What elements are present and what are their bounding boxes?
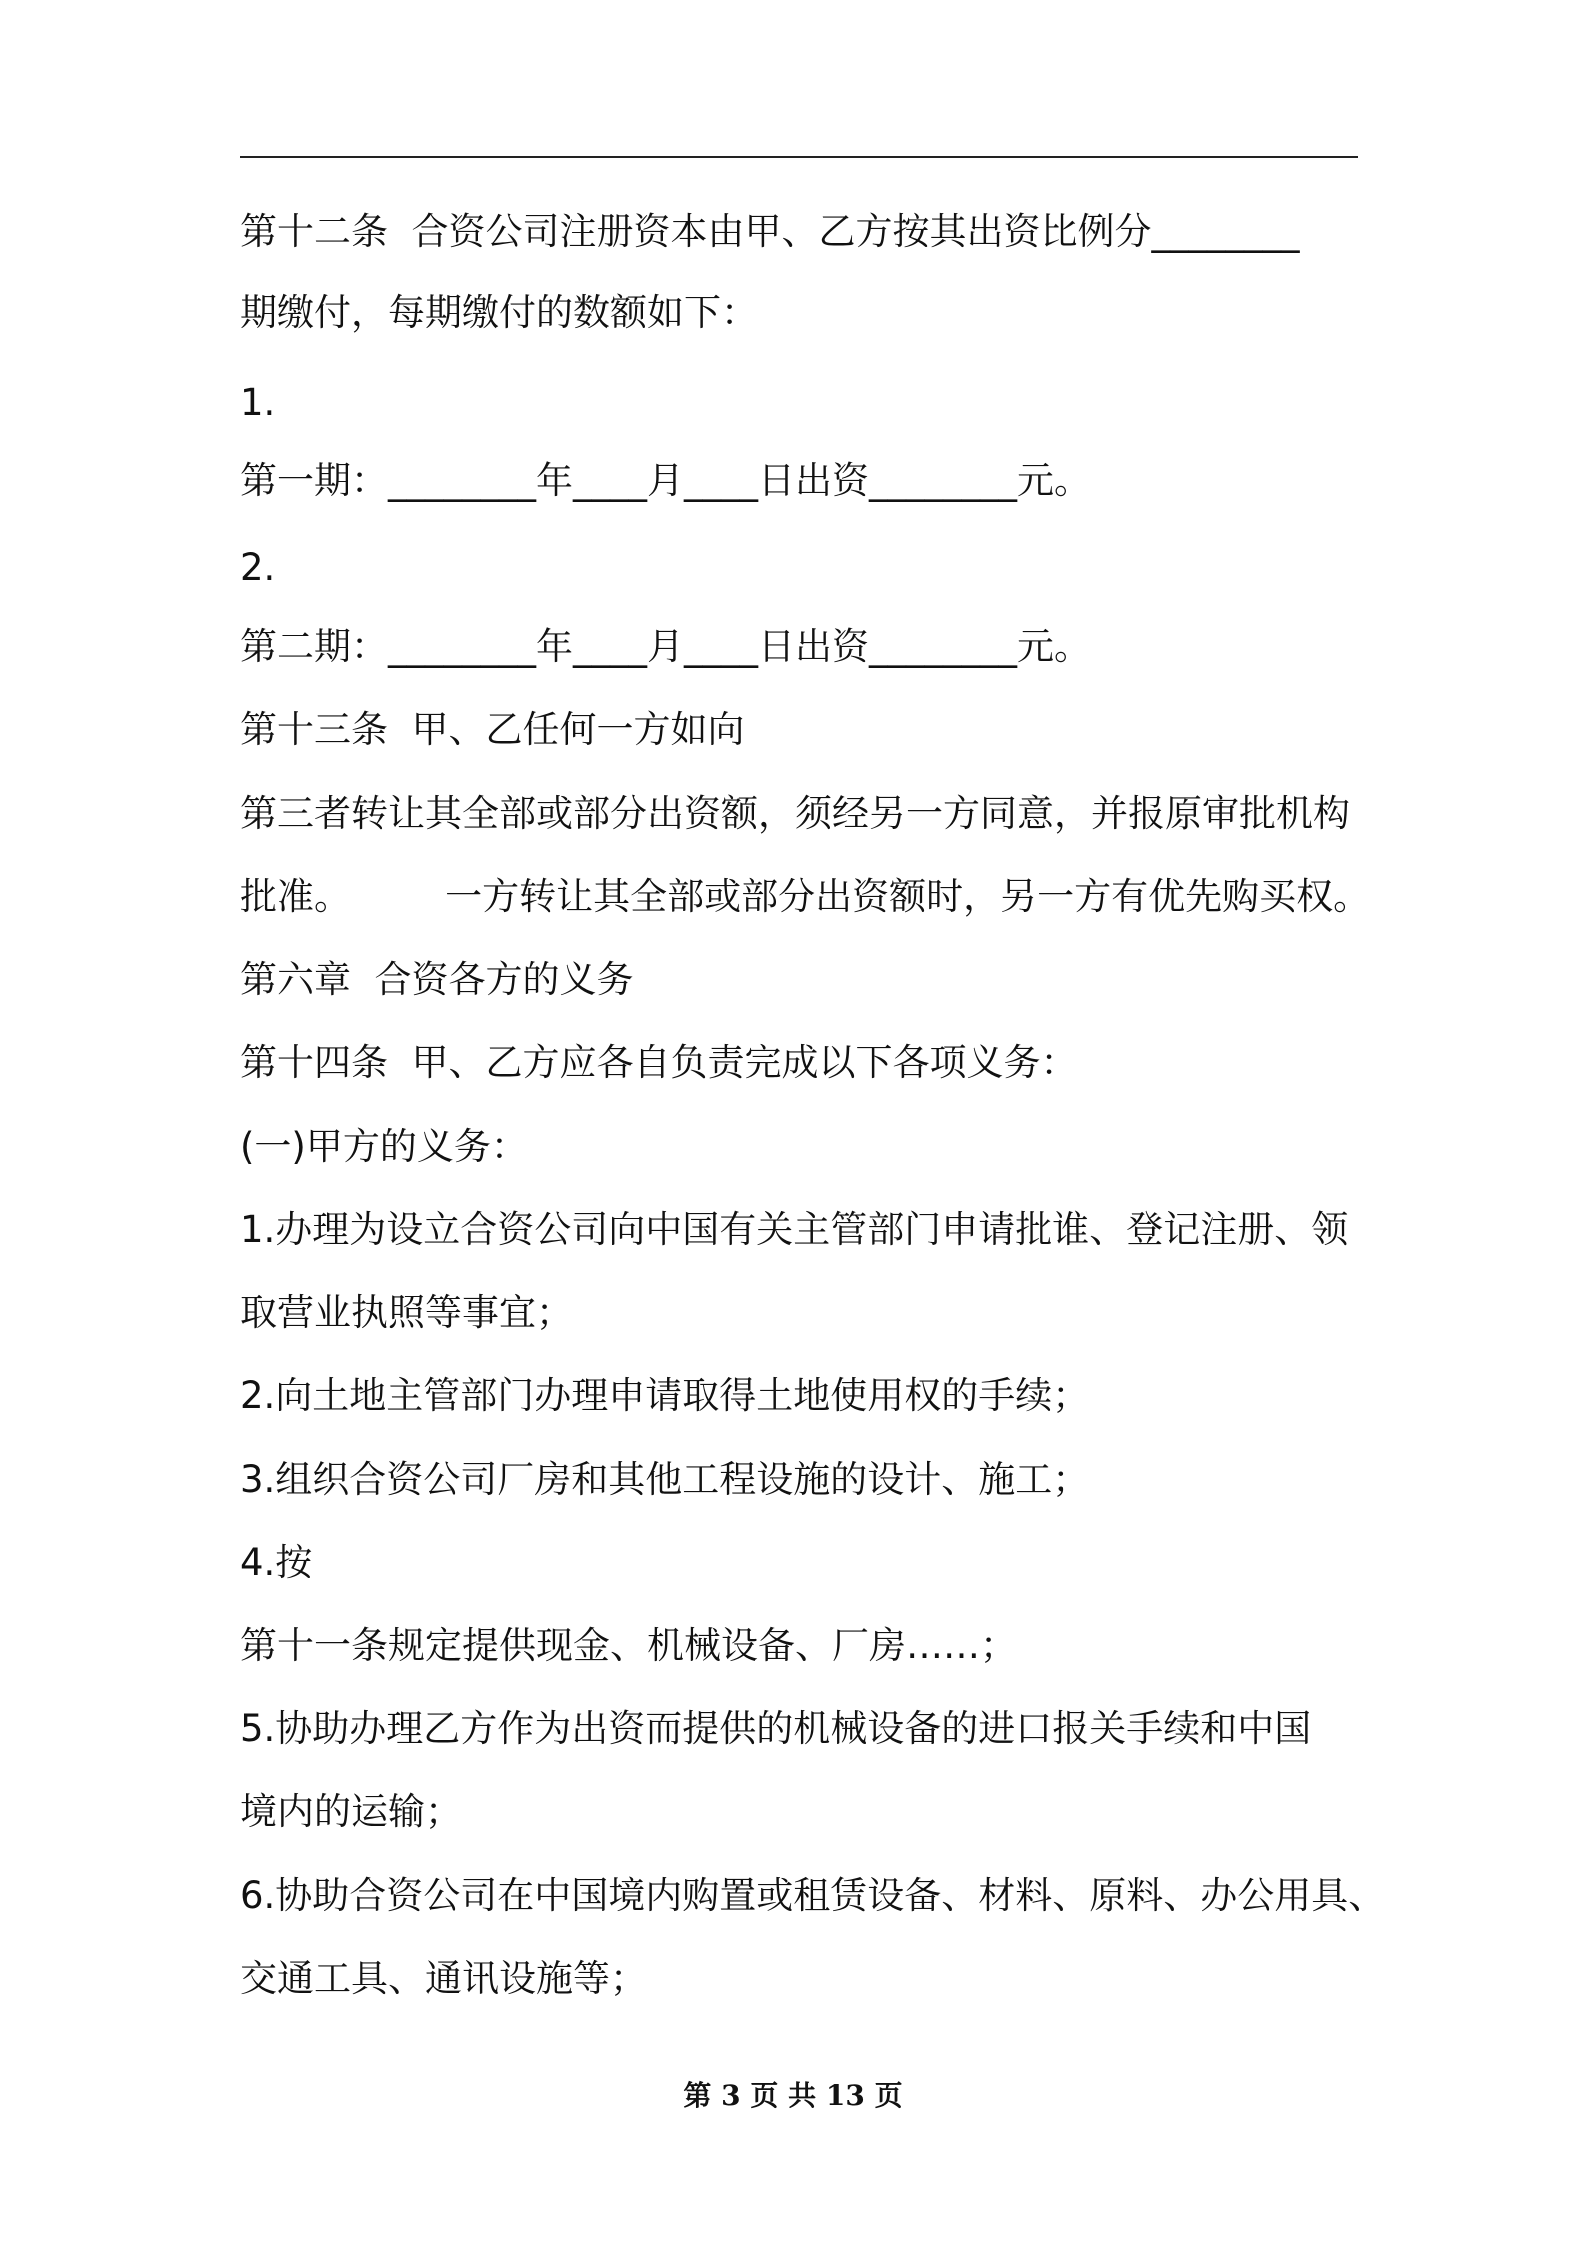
header-rule bbox=[240, 156, 1358, 158]
text-line: 第十三条 甲、乙任何一方如向 bbox=[240, 708, 745, 751]
text-line: 第二期：________年____月____日出资________元。 bbox=[240, 625, 1091, 668]
text-line: 第三者转让其全部或部分出资额，须经另一方同意，并报原审批机构 bbox=[240, 792, 1350, 835]
text-line: 2. bbox=[240, 546, 276, 589]
text-line: 第十四条 甲、乙方应各自负责完成以下各项义务： bbox=[240, 1041, 1078, 1084]
text-line: 境内的运输； bbox=[240, 1790, 462, 1833]
text-line: 1. bbox=[240, 381, 276, 424]
text-line: 第十二条 合资公司注册资本由甲、乙方按其出资比例分________ bbox=[240, 210, 1300, 253]
text-line: 3.组织合资公司厂房和其他工程设施的设计、施工； bbox=[240, 1458, 1090, 1501]
text-line: 期缴付，每期缴付的数额如下： bbox=[240, 291, 758, 334]
text-line: 4.按 bbox=[240, 1541, 313, 1584]
text-line: 第十一条规定提供现金、机械设备、厂房……； bbox=[240, 1624, 1017, 1667]
text-line: 取营业执照等事宜； bbox=[240, 1291, 573, 1334]
text-line: 批准。 一方转让其全部或部分出资额时，另一方有优先购买权。 bbox=[240, 875, 1371, 918]
page-footer: 第 3 页 共 13 页 bbox=[683, 2079, 903, 2112]
text-line: 6.协助合资公司在中国境内购置或租赁设备、材料、原料、办公用具、 bbox=[240, 1874, 1386, 1917]
text-line: 第六章 合资各方的义务 bbox=[240, 958, 634, 1001]
text-line: 5.协助办理乙方作为出资而提供的机械设备的进口报关手续和中国 bbox=[240, 1707, 1312, 1750]
text-line: 第一期：________年____月____日出资________元。 bbox=[240, 459, 1091, 502]
text-line: (一)甲方的义务： bbox=[240, 1125, 528, 1168]
text-line: 交通工具、通讯设施等； bbox=[240, 1957, 647, 2000]
text-line: 2.向土地主管部门办理申请取得土地使用权的手续； bbox=[240, 1374, 1090, 1417]
text-line: 1.办理为设立合资公司向中国有关主管部门申请批谁、登记注册、领 bbox=[240, 1208, 1349, 1251]
